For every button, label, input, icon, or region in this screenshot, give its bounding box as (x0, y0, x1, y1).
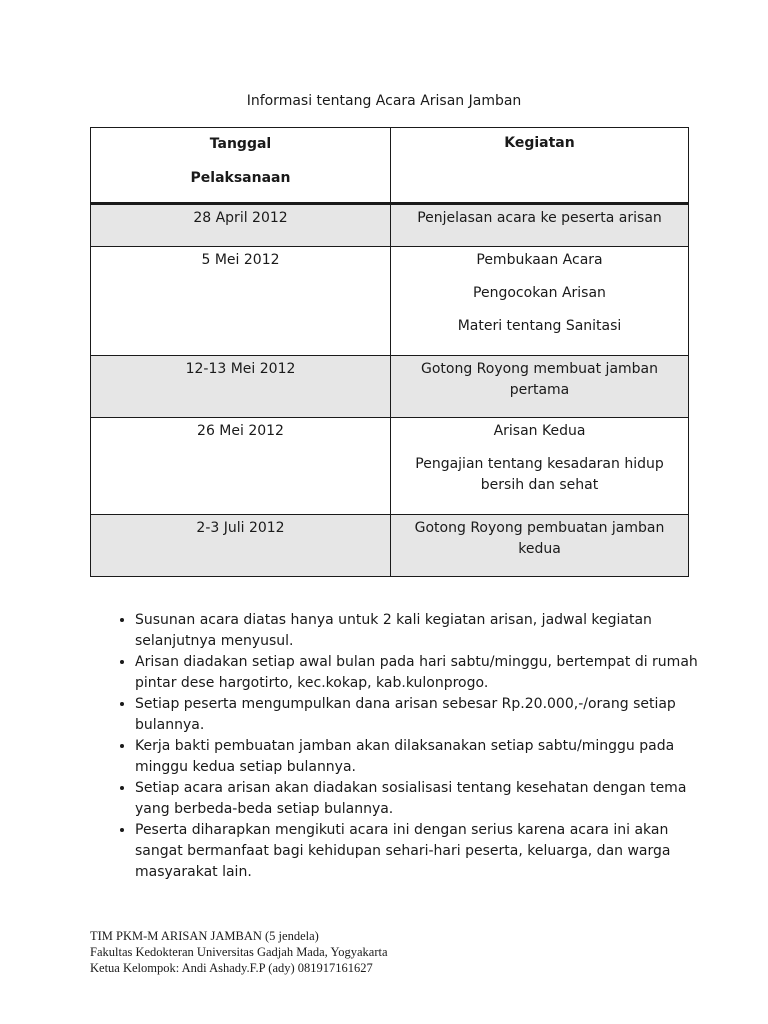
table-row (91, 356, 689, 418)
header-date-line2: Pelaksanaan (190, 170, 291, 186)
header-activity (391, 128, 689, 204)
table-row (91, 247, 689, 356)
list-item: • Susunan acara diatas hanya untuk 2 kali kegiatan arisan, jadwal kegiatan selanjutnya menyusul. (135, 610, 705, 652)
table-row (91, 204, 689, 247)
list-item: • Kerja bakti pembuatan jamban akan dilaksanakan setiap sabtu/minggu pada minggu kedua setiap bulannya. (135, 736, 705, 778)
activity-text: Pengocokan Arisan (473, 285, 606, 301)
list-item: • Peserta diharapkan mengikuti acara ini dengan serius karena acara ini akan sangat bermanfaat bagi kehidupan sehari-hari peserta, keluarga, dan warga masyarakat lain. (135, 820, 705, 883)
row-date (91, 247, 391, 356)
list-item: • Setiap acara arisan akan diadakan sosialisasi tentang kesehatan dengan tema yang berbeda-beda setiap bulannya. (135, 778, 705, 820)
document-title: Informasi tentang Acara Arisan Jamban (246, 93, 522, 109)
footer-team: TIM PKM-M ARISAN JAMBAN (5 jendela) (90, 929, 319, 943)
row-activity (391, 204, 689, 247)
activity-text: Pengajian tentang kesadaran hidup bersih dan sehat (415, 456, 664, 493)
header-date-line1: Tanggal (209, 136, 272, 152)
row-date (91, 418, 391, 515)
row-date (91, 204, 391, 247)
date-text: 28 April 2012 (193, 210, 288, 226)
activity-text: Pembukaan Acara (476, 252, 603, 268)
date-text: 5 Mei 2012 (201, 252, 280, 268)
activity-text: Gotong Royong membuat jamban pertama (420, 361, 658, 398)
date-text: 26 Mei 2012 (197, 423, 284, 439)
table-row (91, 418, 689, 515)
row-activity (391, 515, 689, 577)
header-date (91, 128, 391, 204)
row-date (91, 515, 391, 577)
header-activity-label: Kegiatan (504, 135, 575, 151)
notes-list (112, 610, 705, 883)
footer-faculty: Fakultas Kedokteran Universitas Gadjah Mada, Yogyakarta (90, 945, 388, 959)
activity-text: Materi tentang Sanitasi (457, 318, 622, 334)
table-header-row (91, 128, 689, 204)
row-date (91, 356, 391, 418)
row-activity (391, 247, 689, 356)
list-item: • Arisan diadakan setiap awal bulan pada hari sabtu/minggu, bertempat di rumah pintar dese hargotirto, kec.kokap, kab.kulonprogo. (135, 652, 705, 694)
list-item: • Setiap peserta mengumpulkan dana arisan sebesar Rp.20.000,-/orang setiap bulannya. (135, 694, 705, 736)
activity-text: Penjelasan acara ke peserta arisan (417, 210, 662, 226)
activity-text: Gotong Royong pembuatan jamban kedua (414, 520, 665, 557)
row-activity (391, 356, 689, 418)
date-text: 2-3 Juli 2012 (196, 520, 285, 536)
schedule-table (90, 127, 689, 577)
activity-text: Arisan Kedua (493, 423, 586, 439)
row-activity (391, 418, 689, 515)
footer (90, 928, 388, 976)
footer-leader: Ketua Kelompok: Andi Ashady.F.P (ady) 081917161627 (90, 961, 373, 975)
date-text: 12-13 Mei 2012 (185, 361, 296, 377)
table-row (91, 515, 689, 577)
